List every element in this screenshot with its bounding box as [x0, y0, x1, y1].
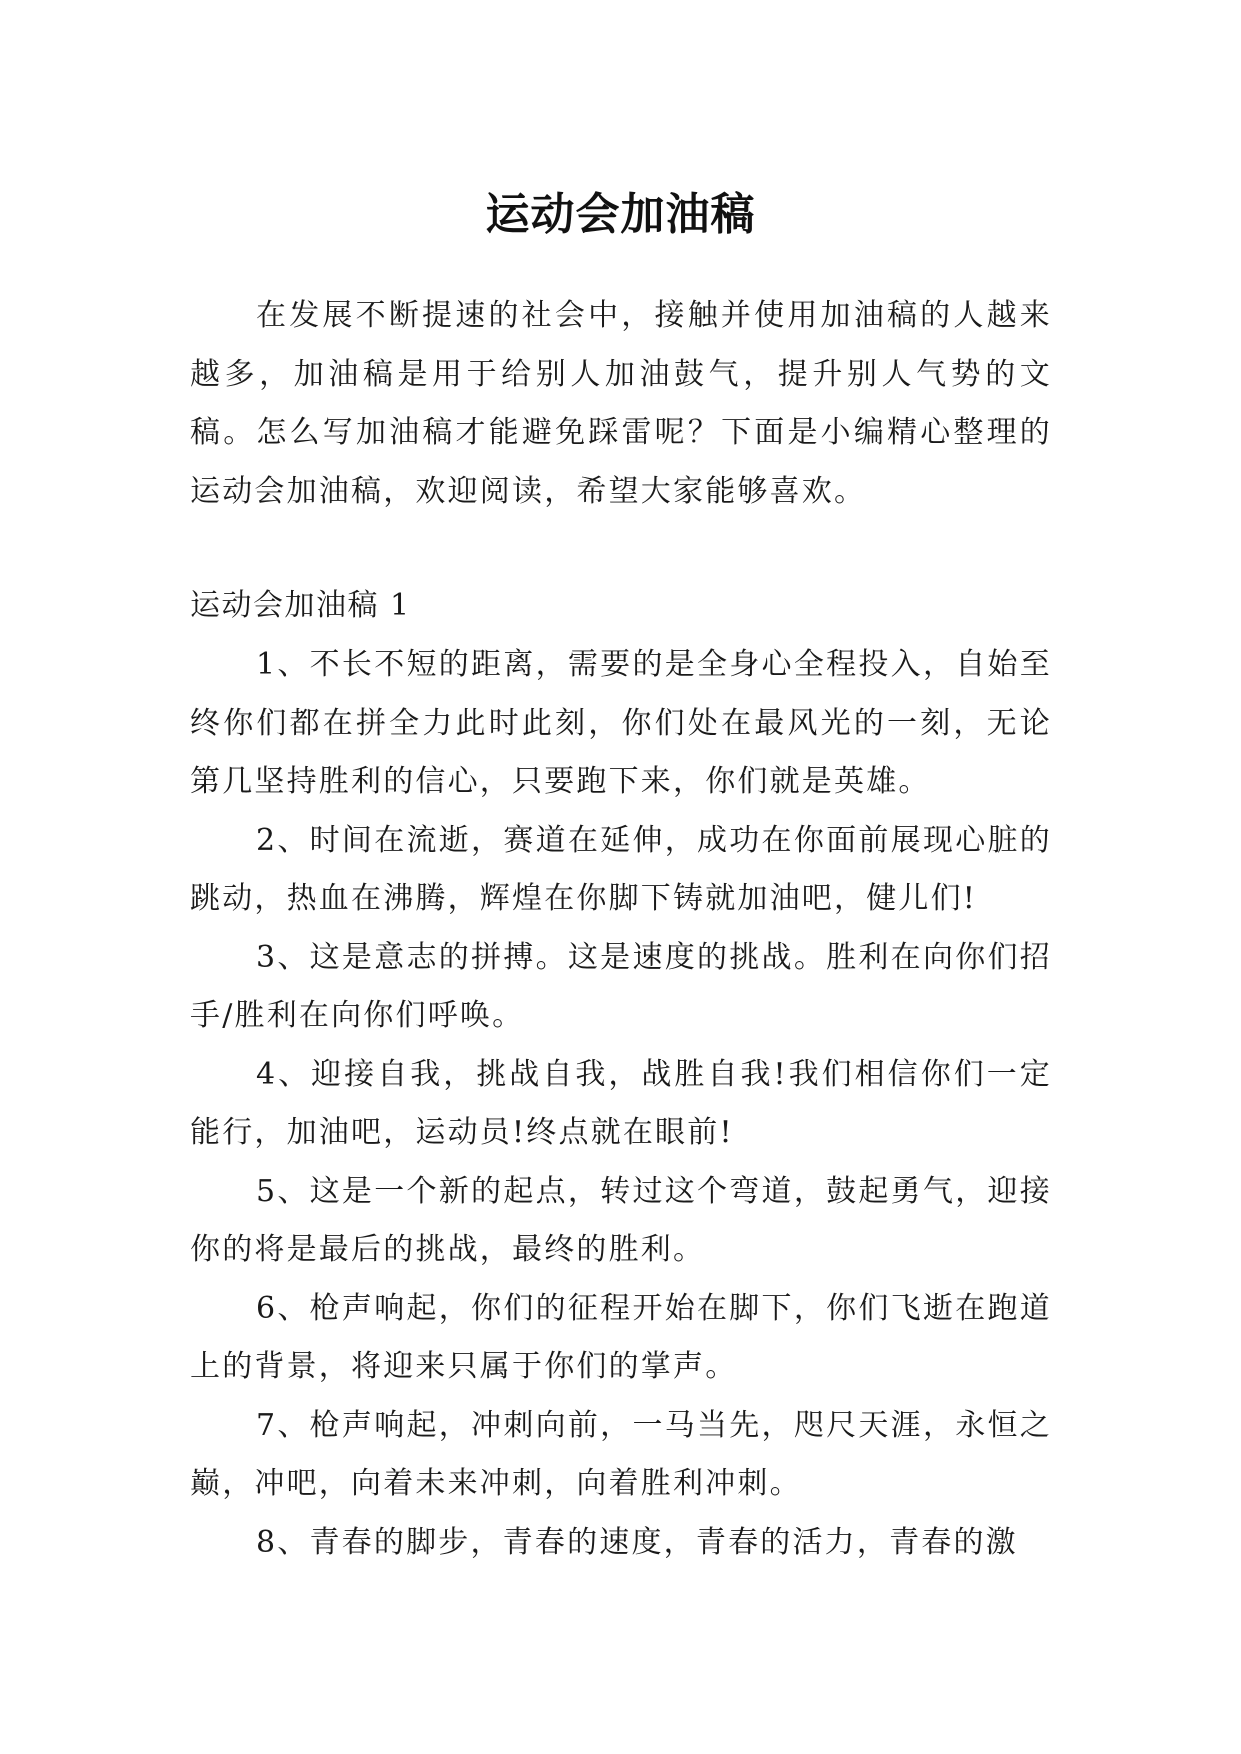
document-title: 运动会加油稿 [485, 189, 756, 241]
list-item: 2、时间在流逝，赛道在延伸，成功在你面前展现心脏的跳动，热血在沸腾，辉煌在你脚下铸就加油吧，健儿们! [190, 822, 1052, 916]
list-item: 1、不长不短的距离，需要的是全身心全程投入，自始至终你们都在拼全力此时此刻，你们处在最风光的一刻，无论第几坚持胜利的信心，只要跑下来，你们就是英雄。 [190, 647, 1052, 799]
intro-paragraph: 在发展不断提速的社会中，接触并使用加油稿的人越来越多，加油稿是用于给别人加油鼓气，提升别人气势的文稿。怎么写加油稿才能避免踩雷呢？下面是小编精心整理的运动会加油稿，欢迎阅读，希望大家能够喜欢。 [190, 298, 1052, 509]
list-item: 3、这是意志的拼搏。这是速度的挑战。胜利在向你们招手/胜利在向你们呼唤。 [190, 939, 1052, 1033]
section-heading: 运动会加油稿 1 [190, 588, 411, 623]
list-item: 8、青春的脚步，青春的速度，青春的活力，青春的激 [256, 1524, 1018, 1560]
list-item: 4、迎接自我，挑战自我，战胜自我!我们相信你们一定能行，加油吧，运动员!终点就在眼前! [190, 1056, 1052, 1150]
list-item: 7、枪声响起，冲刺向前，一马当先，咫尺天涯，永恒之巅，冲吧，向着未来冲刺，向着胜利冲刺。 [190, 1407, 1052, 1501]
list-item: 6、枪声响起，你们的征程开始在脚下，你们飞逝在跑道上的背景，将迎来只属于你们的掌声。 [190, 1290, 1052, 1384]
list-item: 5、这是一个新的起点，转过这个弯道，鼓起勇气，迎接你的将是最后的挑战，最终的胜利。 [190, 1173, 1052, 1267]
cheer-list [190, 636, 1052, 1572]
